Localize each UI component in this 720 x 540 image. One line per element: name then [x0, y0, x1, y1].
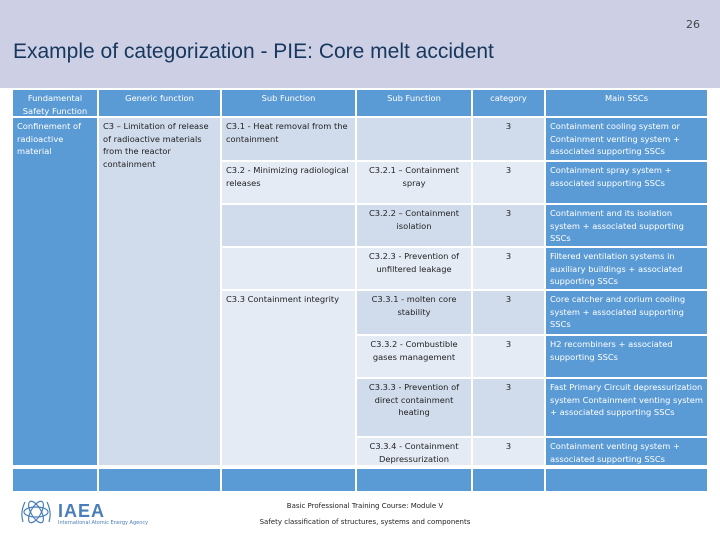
- category-value: 3: [473, 248, 544, 289]
- sub-function: C3.1 - Heat removal from the containment: [222, 118, 355, 160]
- category-value: 3: [473, 205, 544, 246]
- sub-sub-function: C3.3.3 - Prevention of direct containment heating: [357, 379, 471, 436]
- sub-function: C3.3 Containment integrity: [222, 291, 355, 465]
- sub-sub-function: C3.2.2 – Containment isolation: [357, 205, 471, 246]
- category-value: 3: [473, 291, 544, 334]
- category-value: 3: [473, 162, 544, 203]
- table-bottom-row: [357, 469, 471, 491]
- column-header: category: [473, 90, 544, 116]
- table-bottom-row: [13, 469, 97, 491]
- category-value: 3: [473, 438, 544, 465]
- column-header: Generic function: [99, 90, 220, 116]
- table-bottom-row: [222, 469, 355, 491]
- logo-name: IAEA: [58, 501, 106, 521]
- category-value: 3: [473, 336, 544, 377]
- main-sscs: Core catcher and corium cooling system + associated supporting SSCs: [546, 291, 707, 334]
- footer-topic: Safety classification of structures, systems and components: [259, 518, 471, 526]
- atom-icon: [18, 494, 54, 530]
- column-header: Sub Function: [222, 90, 355, 116]
- table-bottom-row: [473, 469, 544, 491]
- sub-function-empty: [222, 205, 355, 246]
- sub-sub-function: C3.3.4 - Containment Depressurization: [357, 438, 471, 465]
- generic-function: C3 – Limitation of release of radioactive materials from the reactor containment: [99, 118, 220, 465]
- logo-subtitle: International Atomic Energy Agency: [58, 520, 149, 526]
- sub-sub-function: C3.3.1 - molten core stability: [357, 291, 471, 334]
- page-title: Example of categorization - PIE: Core melt accident: [13, 40, 494, 63]
- category-value: 3: [473, 118, 544, 160]
- fundamental-safety-function: Confinement of radioactive material: [13, 118, 97, 465]
- category-value: 3: [473, 379, 544, 436]
- page-number: 26: [686, 18, 700, 31]
- sub-function-empty: [222, 248, 355, 289]
- table-bottom-row: [546, 469, 707, 491]
- sub-sub-function: C3.2.1 – Containment spray: [357, 162, 471, 203]
- main-sscs: Fast Primary Circuit depressurization system Containment venting system + associated supporting SSCs: [546, 379, 707, 436]
- main-sscs: Filtered ventilation systems in auxiliary buildings + associated supporting SSCs: [546, 248, 707, 289]
- footer-course: Basic Professional Training Course: Module V: [286, 502, 444, 510]
- main-sscs: Containment cooling system or Containment venting system + associated supporting SSCs: [546, 118, 707, 160]
- column-header: Sub Function: [357, 90, 471, 116]
- sub-sub-function: C3.2.3 - Prevention of unfiltered leakage: [357, 248, 471, 289]
- main-sscs: H2 recombiners + associated supporting SSCs: [546, 336, 707, 377]
- main-sscs: Containment spray system + associated supporting SSCs: [546, 162, 707, 203]
- sub-function: C3.2 - Minimizing radiological releases: [222, 162, 355, 203]
- column-header: Main SSCs: [546, 90, 707, 116]
- sub-sub-function: C3.3.2 - Combustible gases management: [357, 336, 471, 377]
- main-sscs: Containment and its isolation system + associated supporting SSCs: [546, 205, 707, 246]
- column-header: Fundamental Safety Function: [13, 90, 97, 116]
- sub-sub-function: [357, 118, 471, 160]
- main-sscs: Containment venting system + associated supporting SSCs: [546, 438, 707, 465]
- table-bottom-row: [99, 469, 220, 491]
